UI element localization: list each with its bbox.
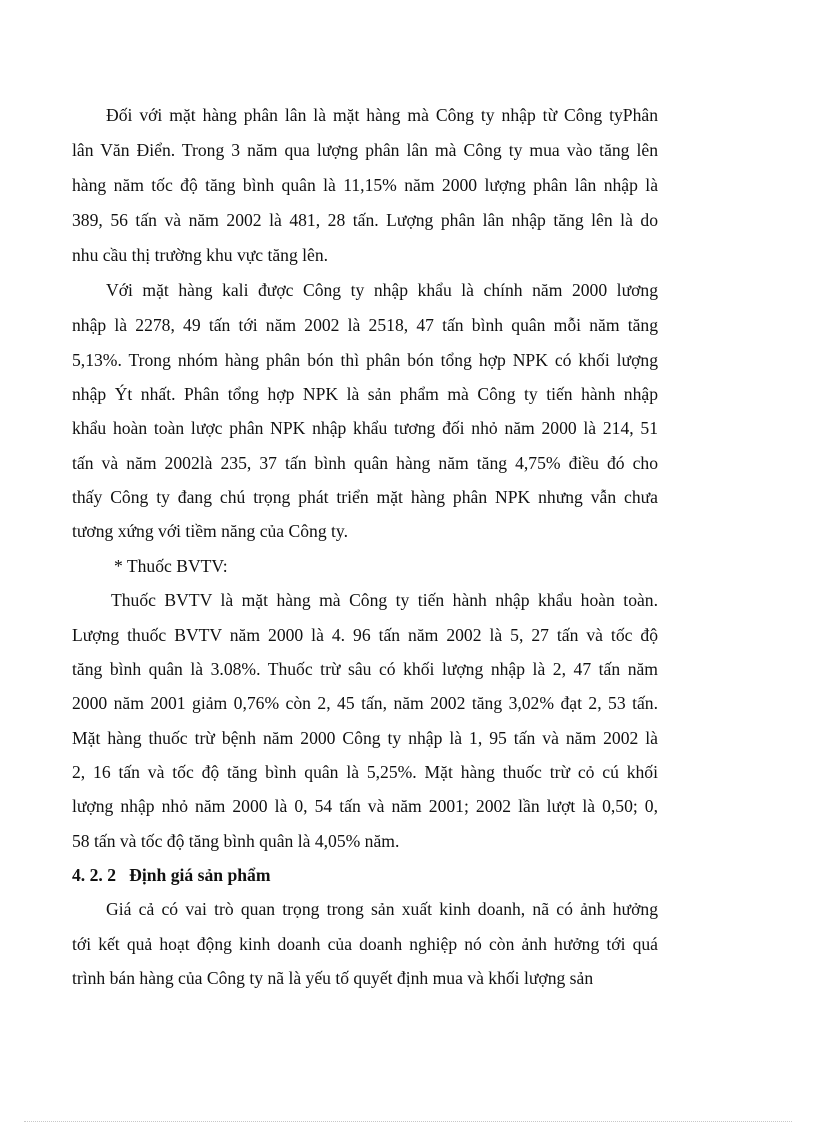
paragraph-line: trình bán hàng của Công ty nã là yếu tố quyết định mua và khối lượng sản (72, 968, 594, 988)
paragraph-line: 58 tấn và tốc độ tăng bình quân là 4,05% năm. (72, 831, 400, 851)
paragraph-line: hàng năm tốc độ tăng bình quân là 11,15% năm 2000 lượng phân lân nhập là (72, 175, 658, 195)
paragraph-line: tấn và năm 2002là 235, 37 tấn bình quân hàng năm tăng 4,75% điều đó cho (72, 453, 658, 473)
paragraph-line: tương xứng với tiềm năng của Công ty. (72, 521, 348, 541)
paragraph-line: 2000 năm 2001 giảm 0,76% còn 2, 45 tấn, năm 2002 tăng 3,02% đạt 2, 53 tấn. (72, 693, 658, 713)
paragraph-line: tăng bình quân là 3.08%. Thuốc trừ sâu có khối lượng nhập là 2, 47 tấn năm (72, 659, 658, 679)
paragraph-line: Đối với mặt hàng phân lân là mặt hàng mà Công ty nhập từ Công tyPhân (106, 105, 658, 125)
section-heading: 4. 2. 2 Định giá sản phẩm (72, 865, 271, 885)
paragraph-line: Mặt hàng thuốc trừ bệnh năm 2000 Công ty nhập là 1, 95 tấn và năm 2002 là (72, 728, 658, 748)
paragraph-line: 2, 16 tấn và tốc độ tăng bình quân là 5,25%. Mặt hàng thuốc trừ cỏ cú khối (72, 762, 658, 782)
paragraph-line: Thuốc BVTV là mặt hàng mà Công ty tiến hành nhập khẩu hoàn toàn. (111, 590, 658, 610)
paragraph-line: nhập Ýt nhất. Phân tổng hợp NPK là sản phẩm mà Công ty tiến hành nhập (72, 384, 658, 404)
paragraph-line: lượng nhập nhỏ năm 2000 là 0, 54 tấn và năm 2001; 2002 lần lượt là 0,50; 0, (72, 796, 658, 816)
page-bottom-border (24, 1121, 792, 1122)
paragraph-line: nhập là 2278, 49 tấn tới năm 2002 là 2518, 47 tấn bình quân mỗi năm tăng (72, 315, 658, 335)
paragraph-line: khẩu hoàn toàn lược phân NPK nhập khẩu tương đối nhỏ năm 2000 là 214, 51 (72, 418, 658, 438)
paragraph-line: tới kết quả hoạt động kinh doanh của doanh nghiệp nó còn ảnh hưởng tới quá (72, 934, 658, 954)
paragraph-line: 5,13%. Trong nhóm hàng phân bón thì phân bón tổng hợp NPK có khối lượng (72, 350, 658, 370)
paragraph-line: Giá cả có vai trò quan trọng trong sản xuất kinh doanh, nã có ảnh hưởng (106, 899, 658, 919)
paragraph-line: 389, 56 tấn và năm 2002 là 481, 28 tấn. Lượng phân lân nhập tăng lên là do (72, 210, 658, 230)
paragraph-line: lân Văn Điển. Trong 3 năm qua lượng phân lân mà Công ty mua vào tăng lên (72, 140, 658, 160)
paragraph-line: thấy Công ty đang chú trọng phát triển mặt hàng phân NPK nhưng vẫn chưa (72, 487, 658, 507)
paragraph-line: nhu cầu thị trường khu vực tăng lên. (72, 245, 329, 265)
paragraph-line: Với mặt hàng kali được Công ty nhập khẩu là chính năm 2000 lương (106, 280, 658, 300)
paragraph-line: Lượng thuốc BVTV năm 2000 là 4. 96 tấn năm 2002 là 5, 27 tấn và tốc độ (72, 625, 658, 645)
subsection-label: * Thuốc BVTV: (114, 556, 228, 576)
